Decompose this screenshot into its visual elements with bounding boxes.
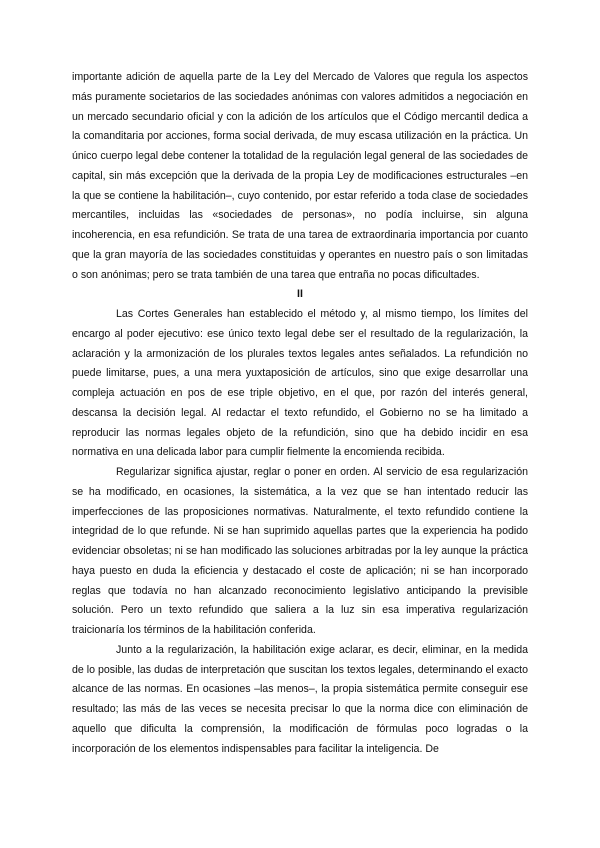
paragraph-cortes-generales: Las Cortes Generales han establecido el método y, al mismo tiempo, los límites del encargo al poder ejecutivo: ese único texto legal debe ser el resultado de la regularización, la aclaración y la armonización de los plurales textos legales antes señalados. La refundición no puede limitarse, pues, a una mera yuxtaposición de artículos, sino que exige desarrollar una compleja actuación en pos de ese triple objetivo, en el que, por razón del interés general, descansa la decisión legal. Al redactar el texto refundido, el Gobierno no se ha limitado a reproducir las normas legales objeto de la refundición, sino que ha debido incidir en esa normativa en una delicada labor para cumplir fielmente la encomienda recibida. (72, 308, 528, 459)
section-heading: II (297, 288, 303, 301)
paragraph-aclarar: Junto a la regularización, la habilitación exige aclarar, es decir, eliminar, en la medida de lo posible, las dudas de interpretación que suscitan los textos legales, determinando el exacto alcance de las normas. En ocasiones –las menos–, la propia sistemática permite conseguir ese resultado; las más de las veces se necesita precisar lo que la norma dice con eliminación de aquello que dificulta la comprensión, la modificación de fórmulas poco logradas o la incorporación de los elementos indispensables para facilitar la inteligencia. De (72, 643, 528, 755)
paragraph-intro: importante adición de aquella parte de la Ley del Mercado de Valores que regula los aspectos más puramente societarios de las sociedades anónimas con valores admitidos a negociación en un mercado secundario oficial y con la adición de los artículos que el Código mercantil dedica a la comanditaria por acciones, forma social derivada, de muy escasa utilización en la práctica. Un único cuerpo legal debe contener la totalidad de la regulación legal general de las sociedades de capital, sin más excepción que la derivada de la propia Ley de modificaciones estructurales –en la que se contiene la habilitación–, cuyo contenido, por estar referido a toda clase de sociedades mercantiles, incluidas las «sociedades de personas», no podía incluirse, sin alguna incoherencia, en esa refundición. Se trata de una tarea de extraordinaria importancia por cuanto que la gran mayoría de las sociedades constituidas y operantes en nuestro país o son limitadas o son anónimas; pero se trata también de una tarea que entraña no pocas dificultades. (72, 71, 528, 281)
document-page (72, 68, 528, 759)
paragraph-regularizar: Regularizar significa ajustar, reglar o poner en orden. Al servicio de esa regularización se ha modificado, en ocasiones, la sistemática, a la vez que se han intentado reducir las imperfecciones de las proposiciones normativas. Naturalmente, el texto refundido contiene la integridad de lo que refunde. Ni se han suprimido aquellas partes que la experiencia ha podido evidenciar obsoletas; ni se han modificado las soluciones arbitradas por la ley aunque la práctica haya puesto en duda la eficiencia y destacado el coste de aplicación; ni se han incorporado reglas que todavía no han alcanzado reconocimiento legislativo anticipando la previsible solución. Pero un texto refundido que saliera a la luz sin esa imperativa regularización traicionaría los términos de la habilitación conferida. (72, 466, 528, 636)
